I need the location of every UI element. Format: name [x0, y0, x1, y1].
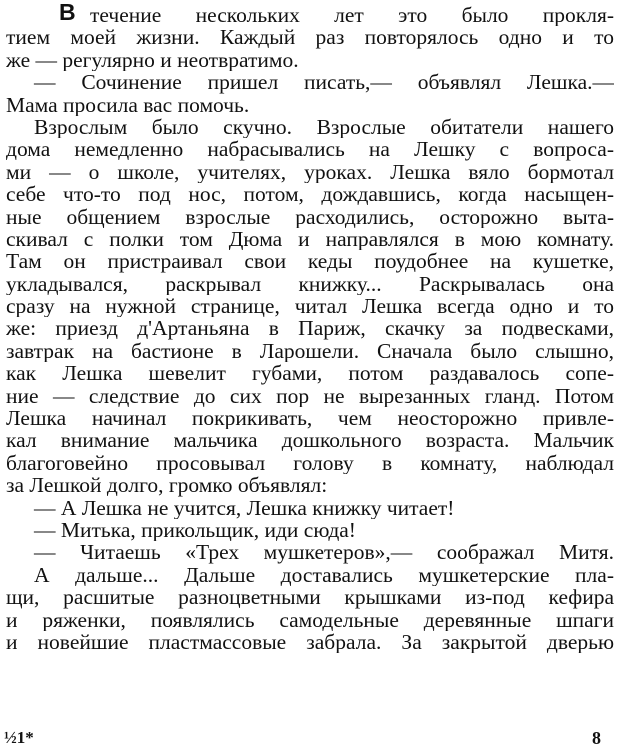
text-line: завтрак на бастионе в Ларошели. Сначала было слышно, — [6, 339, 614, 363]
text-line: же: приезд д'Артаньяна в Париж, скачку за подвесками, — [6, 317, 614, 340]
text-line: скивал с полки том Дюма и направлялся в мою комнату. — [6, 227, 614, 251]
text-line: дома немедленно набрасывались на Лешку с вопроса- — [6, 138, 614, 161]
text-line: А дальше... Дальше доставались мушкетерские пла- — [34, 563, 614, 587]
text-line: Лешка начинал покрикивать, чем неосторожно привле- — [6, 407, 614, 430]
text-line: тием моей жизни. Каждый раз повторялось одно и то — [6, 26, 614, 49]
drop-cap: В — [59, 0, 76, 25]
text-line: себе что-то под нос, потом, дождавшись, когда насыщен- — [6, 183, 614, 206]
text-line: — Сочинение пришел писать,— объявлял Лешка.— — [34, 71, 614, 94]
text-line: — А Лешка не учится, Лешка книжку читает! — [34, 496, 455, 519]
text-line: щи, расшитые разноцветными крышками из-под кефира — [6, 586, 614, 609]
text-line: ные общением взрослые расходились, осторожно выта- — [6, 205, 614, 228]
text-line: ми — о школе, учителях, уроках. Лешка вяло бормотал — [6, 160, 614, 184]
text-line: укладывался, раскрывал книжку... Раскрывалась она — [6, 272, 614, 296]
printer-signature-mark: ½1* — [4, 728, 34, 747]
page-number: 8 — [592, 728, 601, 748]
text-line: за Лешкой долго, громко объявлял: — [6, 474, 328, 497]
text-line: как Лешка шевелит губами, потом раздавалось сопе- — [6, 362, 614, 385]
text-line: ние — следствие до сих пор не вырезанных гланд. Потом — [6, 384, 614, 408]
text-line: благоговейно просовывал голову в комнату, наблюдал — [6, 451, 614, 475]
text-line: — Читаешь «Трех мушкетеров»,— соображал Митя. — [34, 541, 614, 564]
text-line: — Митька, прикольщик, иди сюда! — [34, 518, 356, 542]
body-text — [6, 4, 614, 653]
text-line: же — регулярно и неотвратимо. — [6, 48, 299, 72]
text-line: и ряженки, появлялись самодельные деревянные шпаги — [6, 608, 614, 631]
text-line: течение нескольких лет это было прокля- — [90, 4, 614, 27]
text-line: кал внимание мальчика дошкольного возраста. Мальчик — [6, 429, 614, 452]
text-line: Там он пристраивал свои кеды поудобнее на кушетке, — [6, 250, 614, 273]
text-line: Взрослым было скучно. Взрослые обитатели нашего — [34, 115, 614, 139]
text-line: Мама просила вас помочь. — [6, 93, 250, 116]
text-line: и новейшие пластмассовые забрала. За закрытой дверью — [6, 630, 614, 654]
text-line: сразу на нужной странице, читал Лешка всегда одно и то — [6, 295, 614, 318]
